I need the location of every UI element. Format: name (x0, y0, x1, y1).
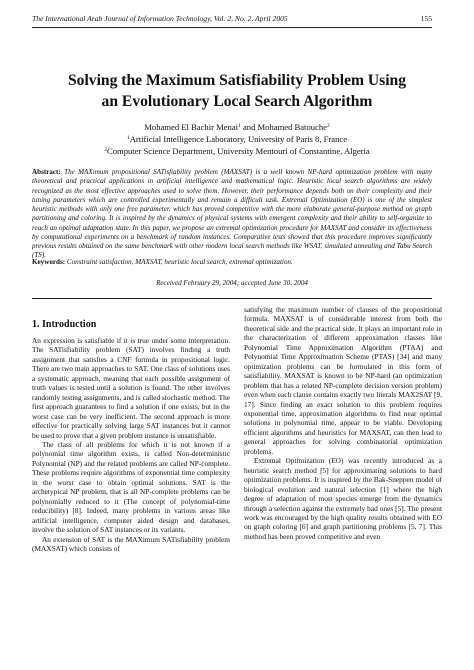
title-line-1: Solving the Maximum Satisfiability Problem Using (67, 72, 407, 89)
section-heading: 1. Introduction (32, 319, 97, 330)
abstract-text: The MAXimum propositional SATisfiability problem (MAXSAT) is a well known NP-hard optimization problem with many theoretical and practical applications in artificial intelligence and mathematical logic. Heuristic local search algorithms are widely recognized as the most effective approaches used to solve them. However, their performance depends both on their complexity and their tuning parameters which are controlled experimentally and remain a difficult task. Extremal Optimization (EO) is one of the simplest heuristic methods with only one free parameter, which has proved competitive with the more elaborate general-purpose method on graph partitioning and coloring. It is inspired by the dynamics of physical systems with emergent complexity and their ability to self-organize to reach an optimal adaptation state. In this paper, we propose an extremal optimization procedure for MAXSAT and consider its effectiveness by computational experiments on a benchmark of random instances. Comparative tests showed that this procedure improves significantly previous results obtained on the same benchmark with other modern local search methods like WSAT, simulated annealing and Tabu Search (TS). (32, 168, 432, 260)
affiliation-1-text: Artificial Intelligence Laboratory, University of Paris 8, France (129, 134, 348, 144)
paragraph: The class of all problems for which it is not known if a polynomial time algorithm exists, is called Non-deterministic Polynomial (NP) and the related problems are called NP-complete. These problems require algorithms of exponential time complexity in the worst case to obtain optimal solutions. SAT is the archetypical NP problem, that is all NP-complete problems can be polynomially reduced to it (The concept of polynomial-time reducibility) [8]. Indeed, many problems in various areas like artificial intelligence, computer aided design and databases, involve the solution of SAT instances or its variants. (32, 439, 230, 535)
abstract (32, 168, 432, 261)
page-number: 155 (420, 14, 432, 23)
paragraph: satisfying the maximum number of clauses of the propositional formula. MAXSAT is of considerable interest from both the theoretical side and the practical side. It plays an important role in the characterization of different approximation classes like Polynomial Time Approximation Algorithm (PTAA) and Polynomial Time Approximation Scheme (PTAS) [34] and many optimization problems can be formulated in this form of satisfiability. MAXSAT is known to be NP-hard (an optimization problem that has a related NP-complete decision version problem) even when each clause contains exactly two literals MAX2SAT [9, 17]. Since finding an exact solution to this problem requires exponential time, approximation algorithms to find near optimal solutions in polynomial time, appear to be viable. Developing efficient algorithms and heuristics for MAXSAT, can then lead to general approaches for solving combinatorial optimization problems. (244, 305, 442, 456)
journal-citation: The International Arab Journal of Information Technology, Vol. 2, No. 2, April 2005 (32, 14, 288, 23)
author-names (20, 121, 454, 133)
author-1: Mohamed El Bachir Menai (144, 122, 239, 132)
keywords-label: Keywords: (32, 258, 66, 266)
author-2-sup: 2 (326, 123, 330, 129)
affiliation-1-sup: 1 (126, 135, 130, 141)
affiliation-2-text: Computer Science Department, University Mentouri of Constantine, Algeria (106, 146, 370, 156)
affiliation-1 (20, 133, 454, 145)
abstract-label: Abstract: (32, 168, 61, 176)
keywords (32, 258, 432, 267)
keywords-text: Constraint satisfaction, MAXSAT, heuristic local search, extremal optimization. (66, 258, 293, 266)
right-column (244, 305, 442, 541)
affiliation-2-sup: 2 (104, 147, 107, 153)
author-1-sup: 1 (238, 123, 241, 129)
header-rule (32, 27, 432, 28)
author-2: and Mohamed Batouche (240, 122, 327, 132)
paragraph: An expression is satisfiable if it is true under some interpretation. The SATisfiability problem (SAT) involves finding a truth assignment that satisfies a CNF formula in propositional logic. There are two main approaches to SAT. One class of solutions uses a systematic approach, meaning that each possible assignment of truth values is tested until a solution is found. The other involves randomly testing assignments, and is called stochastic method. The first approach guarantees to find a solution if one exists, but in the worst case can be very inefficient. The second approach is more effective for practically solving large SAT instances but it cannot be used to prove that a given problem instance is unsatisfiable. (32, 336, 230, 440)
title-line-2: an Evolutionary Local Search Algorithm (101, 93, 373, 110)
paragraph: Extremal Optimization (EO) was recently introduced as a heuristic search method [5] for approximating solutions to hard optimization problems. It is inspired by the Bak-Sneppen model of biological evolution and natural selection [1] where the high degree of adaptation of most species emerge from the dynamics through a selection against the extremely bad ones [5]. The present work was encouraged by the high quality results obtained with EO on graph coloring [6] and graph partitioning problems [5, 7]. This method has been proved competitive and even (244, 456, 442, 541)
paper-title (20, 70, 454, 112)
paragraph: An extension of SAT is the MAXimum SATisfiability problem (MAXSAT) which consists of (32, 534, 230, 553)
abstract-separator-rule (32, 298, 432, 299)
affiliation-2 (20, 145, 454, 157)
received-date: Received February 29, 2004; accepted June 30, 2004 (156, 279, 308, 287)
author-block (20, 121, 454, 157)
running-head (32, 14, 432, 24)
left-column (32, 318, 230, 553)
